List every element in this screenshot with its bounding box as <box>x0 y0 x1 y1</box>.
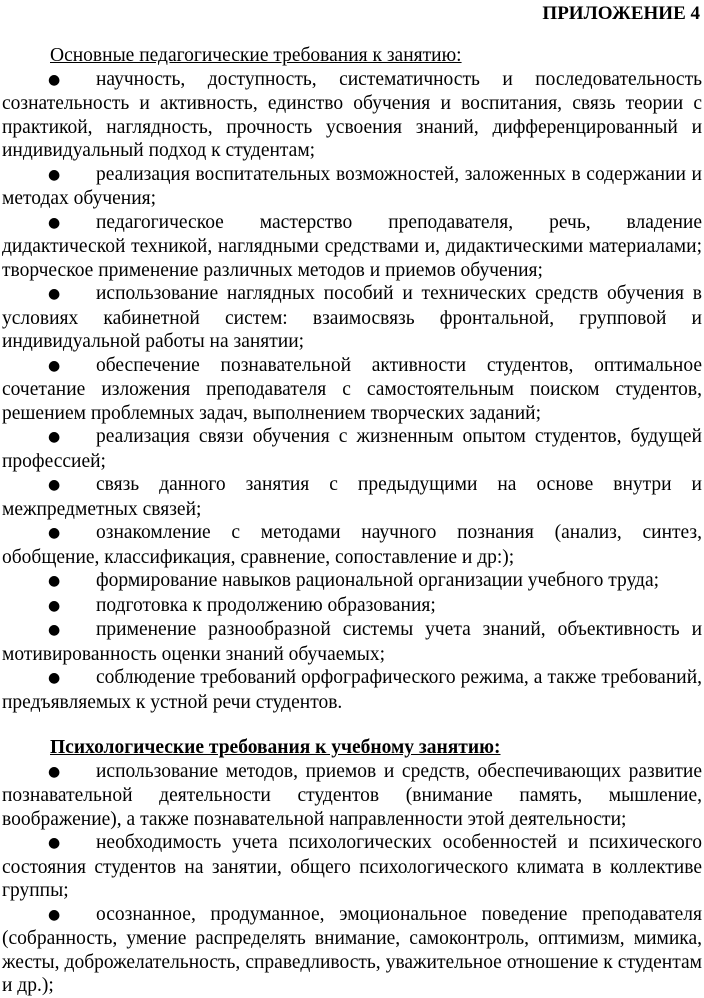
list-item-text: осознанное, продуманное, эмоциональное поведение преподавателя (собранность, умение распределять внимание, самоконтроль, оптимизм, мимика, жесты, доброжелательность, справедливость, уважительное отношение к студентам и др.); <box>2 903 702 996</box>
list-item <box>2 569 702 594</box>
section-heading-pedagogical: Основные педагогические требования к занятию: <box>50 45 462 66</box>
section-heading-psychological: Психологические требования к учебному занятию: <box>50 737 501 758</box>
list-item-text: педагогическое мастерство преподавателя, речь, владение дидактической техникой, наглядными средствами и, дидактическими материалами; творческое применение различных методов и приемов обучения; <box>2 211 702 281</box>
bullet-icon: ● <box>48 597 61 614</box>
list-item-text: связь данного занятия с предыдущими на основе внутри и межпредметных связей; <box>2 474 702 520</box>
list-item <box>2 831 702 903</box>
appendix-label: ПРИЛОЖЕНИЕ 4 <box>542 3 700 24</box>
list-item <box>2 473 702 521</box>
list-item <box>2 68 702 163</box>
pedagogical-requirements-list <box>2 68 702 715</box>
list-item-text: формирование навыков рациональной организации учебного труда; <box>96 570 660 591</box>
list-item <box>2 211 702 283</box>
list-item <box>2 163 702 211</box>
list-item <box>2 354 702 426</box>
bullet-icon: ● <box>48 429 61 445</box>
psychological-requirements-list <box>2 760 702 998</box>
list-item <box>2 903 702 998</box>
bullet-icon: ● <box>48 622 61 638</box>
bullet-icon: ● <box>48 477 61 493</box>
list-item <box>2 666 702 714</box>
list-item <box>2 282 702 354</box>
bullet-icon: ● <box>48 670 61 686</box>
bullet-icon: ● <box>48 525 61 541</box>
bullet-icon: ● <box>48 286 61 302</box>
bullet-icon: ● <box>48 214 61 231</box>
list-item-text: применение разнообразной системы учета знаний, объективность и мотивированность оценки знаний обучаемых; <box>2 619 702 665</box>
list-item-text: использование наглядных пособий и технических средств обучения в условиях кабинетной систем: взаимосвязь фронтальной, групповой и индивидуальной работы на занятии; <box>2 283 702 352</box>
list-item <box>2 594 702 619</box>
bullet-icon: ● <box>48 835 61 851</box>
list-item <box>2 618 702 666</box>
bullet-icon: ● <box>48 763 61 780</box>
bullet-icon: ● <box>48 357 61 374</box>
list-item-text: ознакомление с методами научного познания (анализ, синтез, обобщение, классификация, сравнение, сопоставление и др:); <box>2 522 702 568</box>
list-item-text: реализация связи обучения с жизненным опытом студентов, будущей профессией; <box>2 426 702 472</box>
list-item-text: реализация воспитательных возможностей, заложенных в содержании и методах обучения; <box>2 163 702 209</box>
list-item-text: необходимость учета психологических особенностей и психического состояния студентов на занятии, общего психологического климата в коллективе группы; <box>2 832 702 901</box>
list-item <box>2 760 702 832</box>
list-item <box>2 521 702 569</box>
list-item <box>2 425 702 473</box>
list-item-text: соблюдение требований орфографического режима, а также требований, предъявляемых к устной речи студентов. <box>2 667 702 713</box>
bullet-icon: ● <box>48 166 61 183</box>
bullet-icon: ● <box>48 573 61 589</box>
list-item-text: обеспечение познавательной активности студентов, оптимальное сочетание изложения преподавателя с самостоятельным поиском студентов, решением проблемных задач, выполнением творческих заданий; <box>2 354 702 424</box>
bullet-icon: ● <box>48 906 61 923</box>
list-item-text: использование методов, приемов и средств, обеспечивающих развитие познавательной деятельности студентов (внимание память, мышление, воображение), а также познавательной направленности этой деятельности; <box>2 760 702 830</box>
list-item-text: подготовка к продолжению образования; <box>96 594 436 616</box>
list-item-text: научность, доступность, систематичность и последовательность сознательность и активность, единство обучения и воспитания, связь теории с практикой, наглядность, прочность усвоения знаний, дифференцированный и индивидуальный подход к студентам; <box>2 68 702 161</box>
bullet-icon: ● <box>48 71 61 88</box>
